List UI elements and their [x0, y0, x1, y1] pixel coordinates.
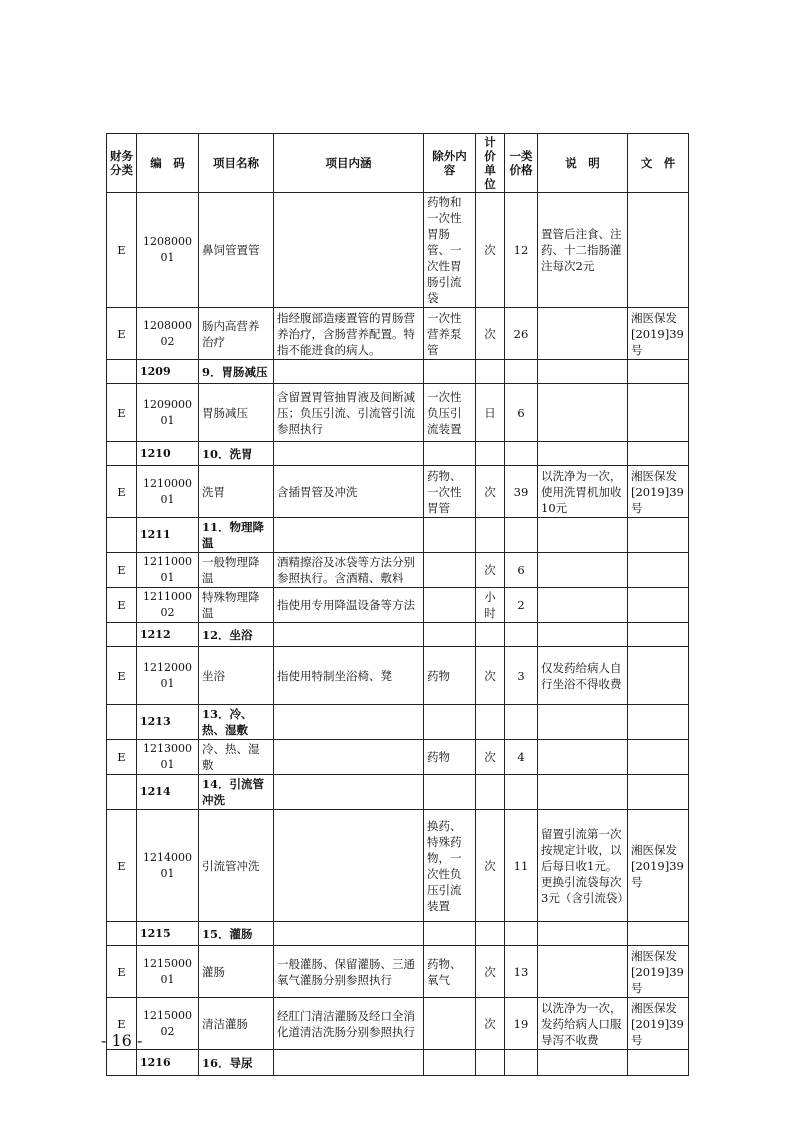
header-price: 一类价格 — [505, 134, 538, 193]
cell-code: 121500002 — [137, 998, 199, 1050]
cell-excluded — [424, 998, 476, 1050]
header-note: 说 明 — [538, 134, 628, 193]
cell-document — [628, 588, 689, 623]
section-empty-cell — [274, 705, 424, 740]
cell-price: 13 — [505, 946, 538, 998]
section-code: 1215 — [137, 922, 199, 946]
cell-category: E — [107, 740, 137, 775]
cell-price: 26 — [505, 308, 538, 360]
cell-content: 含留置胃管抽胃液及间断减压；负压引流、引流管引流参照执行 — [274, 384, 424, 442]
cell-name: 冷、热、湿敷 — [199, 740, 274, 775]
section-name: 11．物理降温 — [199, 518, 274, 553]
cell-document: 湘医保发[2019]39号 — [628, 466, 689, 518]
section-code: 1210 — [137, 442, 199, 466]
section-empty-cell — [505, 1050, 538, 1076]
cell-excluded: 药物和一次性胃肠管、一次性胃肠引流袋 — [424, 193, 476, 308]
cell-price: 3 — [505, 647, 538, 705]
cell-category: E — [107, 553, 137, 588]
cell-document: 湘医保发[2019]39号 — [628, 810, 689, 922]
cell-note — [538, 588, 628, 623]
cell-name: 特殊物理降温 — [199, 588, 274, 623]
item-row — [107, 466, 689, 518]
cell-code: 121200001 — [137, 647, 199, 705]
item-row — [107, 553, 689, 588]
section-row — [107, 705, 689, 740]
cell-category: E — [107, 998, 137, 1050]
item-row — [107, 647, 689, 705]
cell-unit: 日 — [476, 384, 505, 442]
header-content: 项目内涵 — [274, 134, 424, 193]
cell-category: E — [107, 647, 137, 705]
section-row — [107, 623, 689, 647]
cell-unit: 小时 — [476, 588, 505, 623]
cell-category: E — [107, 308, 137, 360]
cell-name: 洗胃 — [199, 466, 274, 518]
cell-content: 酒精擦浴及冰袋等方法分别参照执行。含酒精、敷料 — [274, 553, 424, 588]
section-empty-cell — [476, 775, 505, 810]
section-empty-cell — [628, 360, 689, 384]
cell-code: 120800001 — [137, 193, 199, 308]
section-empty-cell — [628, 442, 689, 466]
cell-excluded — [424, 553, 476, 588]
fee-schedule-table — [106, 133, 689, 1076]
section-row — [107, 442, 689, 466]
section-empty-cell — [628, 775, 689, 810]
header-unit: 计价单位 — [476, 134, 505, 193]
section-empty-cell — [505, 922, 538, 946]
cell-name: 鼻饲管置管 — [199, 193, 274, 308]
section-empty-cell — [274, 360, 424, 384]
section-name: 9．胃肠减压 — [199, 360, 274, 384]
cell-price: 6 — [505, 553, 538, 588]
section-empty-cell — [274, 623, 424, 647]
section-row — [107, 360, 689, 384]
cell-document — [628, 553, 689, 588]
header-code: 编 码 — [137, 134, 199, 193]
section-empty-cell — [628, 1050, 689, 1076]
cell-excluded: 一次性负压引流装置 — [424, 384, 476, 442]
section-empty-cell — [476, 442, 505, 466]
section-empty-cell — [274, 922, 424, 946]
section-empty-cell — [476, 623, 505, 647]
section-empty-cell — [107, 775, 137, 810]
cell-unit: 次 — [476, 946, 505, 998]
cell-category: E — [107, 810, 137, 922]
section-empty-cell — [424, 1050, 476, 1076]
section-empty-cell — [424, 775, 476, 810]
item-row — [107, 308, 689, 360]
cell-unit: 次 — [476, 553, 505, 588]
section-empty-cell — [424, 705, 476, 740]
section-name: 15．灌肠 — [199, 922, 274, 946]
item-row — [107, 998, 689, 1050]
cell-document — [628, 647, 689, 705]
cell-note: 以洗净为一次，使用洗胃机加收10元 — [538, 466, 628, 518]
section-empty-cell — [107, 705, 137, 740]
section-empty-cell — [538, 922, 628, 946]
section-code: 1212 — [137, 623, 199, 647]
cell-code: 121500001 — [137, 946, 199, 998]
cell-note: 置管后注食、注药、十二指肠灌注每次2元 — [538, 193, 628, 308]
section-empty-cell — [424, 442, 476, 466]
section-empty-cell — [538, 705, 628, 740]
section-name: 13．冷、热、湿敷 — [199, 705, 274, 740]
item-row — [107, 384, 689, 442]
cell-excluded: 药物 — [424, 740, 476, 775]
cell-name: 清洁灌肠 — [199, 998, 274, 1050]
item-row — [107, 193, 689, 308]
section-empty-cell — [476, 705, 505, 740]
section-empty-cell — [107, 442, 137, 466]
cell-unit: 次 — [476, 740, 505, 775]
cell-note — [538, 384, 628, 442]
header-name: 项目名称 — [199, 134, 274, 193]
section-empty-cell — [538, 518, 628, 553]
section-empty-cell — [107, 360, 137, 384]
section-name: 12．坐浴 — [199, 623, 274, 647]
section-empty-cell — [476, 1050, 505, 1076]
header-document: 文 件 — [628, 134, 689, 193]
section-empty-cell — [274, 1050, 424, 1076]
cell-category: E — [107, 193, 137, 308]
cell-price: 6 — [505, 384, 538, 442]
section-empty-cell — [107, 518, 137, 553]
cell-name: 肠内高营养治疗 — [199, 308, 274, 360]
cell-note — [538, 308, 628, 360]
cell-note: 仅发药给病人自行坐浴不得收费 — [538, 647, 628, 705]
section-empty-cell — [274, 775, 424, 810]
cell-code: 121300001 — [137, 740, 199, 775]
section-code: 1211 — [137, 518, 199, 553]
section-empty-cell — [628, 518, 689, 553]
cell-content — [274, 810, 424, 922]
cell-excluded: 药物 — [424, 647, 476, 705]
cell-content: 指使用专用降温设备等方法 — [274, 588, 424, 623]
section-name: 16．导尿 — [199, 1050, 274, 1076]
cell-unit: 次 — [476, 810, 505, 922]
section-empty-cell — [274, 518, 424, 553]
section-empty-cell — [505, 775, 538, 810]
cell-code: 121100002 — [137, 588, 199, 623]
item-row — [107, 740, 689, 775]
page-number: - 16 - — [101, 1031, 143, 1050]
cell-category: E — [107, 384, 137, 442]
cell-note — [538, 553, 628, 588]
cell-price: 12 — [505, 193, 538, 308]
cell-excluded: 一次性营养泵管 — [424, 308, 476, 360]
section-code: 1214 — [137, 775, 199, 810]
cell-code: 120900001 — [137, 384, 199, 442]
cell-unit: 次 — [476, 998, 505, 1050]
section-empty-cell — [424, 623, 476, 647]
section-empty-cell — [538, 1050, 628, 1076]
cell-name: 胃肠减压 — [199, 384, 274, 442]
item-row — [107, 810, 689, 922]
cell-category: E — [107, 946, 137, 998]
cell-unit: 次 — [476, 466, 505, 518]
cell-unit: 次 — [476, 193, 505, 308]
cell-excluded: 药物、一次性胃管 — [424, 466, 476, 518]
cell-price: 39 — [505, 466, 538, 518]
cell-name: 引流管冲洗 — [199, 810, 274, 922]
section-empty-cell — [505, 518, 538, 553]
section-empty-cell — [424, 360, 476, 384]
section-row — [107, 922, 689, 946]
section-empty-cell — [628, 623, 689, 647]
section-empty-cell — [107, 1050, 137, 1076]
cell-content: 一般灌肠、保留灌肠、三通氧气灌肠分别参照执行 — [274, 946, 424, 998]
item-row — [107, 946, 689, 998]
cell-name: 坐浴 — [199, 647, 274, 705]
section-row — [107, 775, 689, 810]
cell-category: E — [107, 588, 137, 623]
cell-unit: 次 — [476, 308, 505, 360]
cell-content: 指经腹部造瘘置管的胃肠营养治疗，含肠营养配置。特指不能进食的病人。 — [274, 308, 424, 360]
cell-content: 含插胃管及冲洗 — [274, 466, 424, 518]
cell-document — [628, 740, 689, 775]
cell-note: 以洗净为一次，发药给病人口服导泻不收费 — [538, 998, 628, 1050]
section-empty-cell — [538, 623, 628, 647]
section-empty-cell — [628, 922, 689, 946]
cell-name: 一般物理降温 — [199, 553, 274, 588]
section-code: 1216 — [137, 1050, 199, 1076]
cell-excluded: 药物、氧气 — [424, 946, 476, 998]
header-excluded: 除外内容 — [424, 134, 476, 193]
section-empty-cell — [424, 922, 476, 946]
cell-note — [538, 946, 628, 998]
cell-document: 湘医保发[2019]39号 — [628, 308, 689, 360]
section-empty-cell — [424, 518, 476, 553]
cell-note: 留置引流第一次按规定计收，以后每日收1元。更换引流袋每次3元（含引流袋） — [538, 810, 628, 922]
cell-document — [628, 384, 689, 442]
cell-document — [628, 193, 689, 308]
header-row — [107, 134, 689, 193]
section-empty-cell — [476, 518, 505, 553]
cell-category: E — [107, 466, 137, 518]
cell-content: 经肛门清洁灌肠及经口全消化道清洁洗肠分别参照执行 — [274, 998, 424, 1050]
section-empty-cell — [538, 442, 628, 466]
cell-code: 120800002 — [137, 308, 199, 360]
section-empty-cell — [538, 360, 628, 384]
section-empty-cell — [476, 922, 505, 946]
section-row — [107, 1050, 689, 1076]
section-empty-cell — [107, 623, 137, 647]
cell-price: 4 — [505, 740, 538, 775]
section-code: 1209 — [137, 360, 199, 384]
cell-excluded: 换药、特殊药物，一次性负压引流装置 — [424, 810, 476, 922]
cell-excluded — [424, 588, 476, 623]
section-code: 1213 — [137, 705, 199, 740]
section-empty-cell — [505, 360, 538, 384]
cell-code: 121100001 — [137, 553, 199, 588]
cell-price: 19 — [505, 998, 538, 1050]
section-empty-cell — [476, 360, 505, 384]
cell-content: 指使用特制坐浴椅、凳 — [274, 647, 424, 705]
section-name: 14．引流管冲洗 — [199, 775, 274, 810]
cell-document: 湘医保发[2019]39号 — [628, 946, 689, 998]
header-category: 财务分类 — [107, 134, 137, 193]
section-empty-cell — [274, 442, 424, 466]
section-row — [107, 518, 689, 553]
cell-name: 灌肠 — [199, 946, 274, 998]
section-empty-cell — [505, 705, 538, 740]
cell-content — [274, 740, 424, 775]
cell-unit: 次 — [476, 647, 505, 705]
section-empty-cell — [505, 442, 538, 466]
cell-content — [274, 193, 424, 308]
item-row — [107, 588, 689, 623]
section-empty-cell — [107, 922, 137, 946]
section-empty-cell — [538, 775, 628, 810]
cell-price: 11 — [505, 810, 538, 922]
section-name: 10．洗胃 — [199, 442, 274, 466]
cell-code: 121000001 — [137, 466, 199, 518]
cell-price: 2 — [505, 588, 538, 623]
section-empty-cell — [505, 623, 538, 647]
cell-code: 121400001 — [137, 810, 199, 922]
cell-note — [538, 740, 628, 775]
cell-document: 湘医保发[2019]39号 — [628, 998, 689, 1050]
section-empty-cell — [628, 705, 689, 740]
